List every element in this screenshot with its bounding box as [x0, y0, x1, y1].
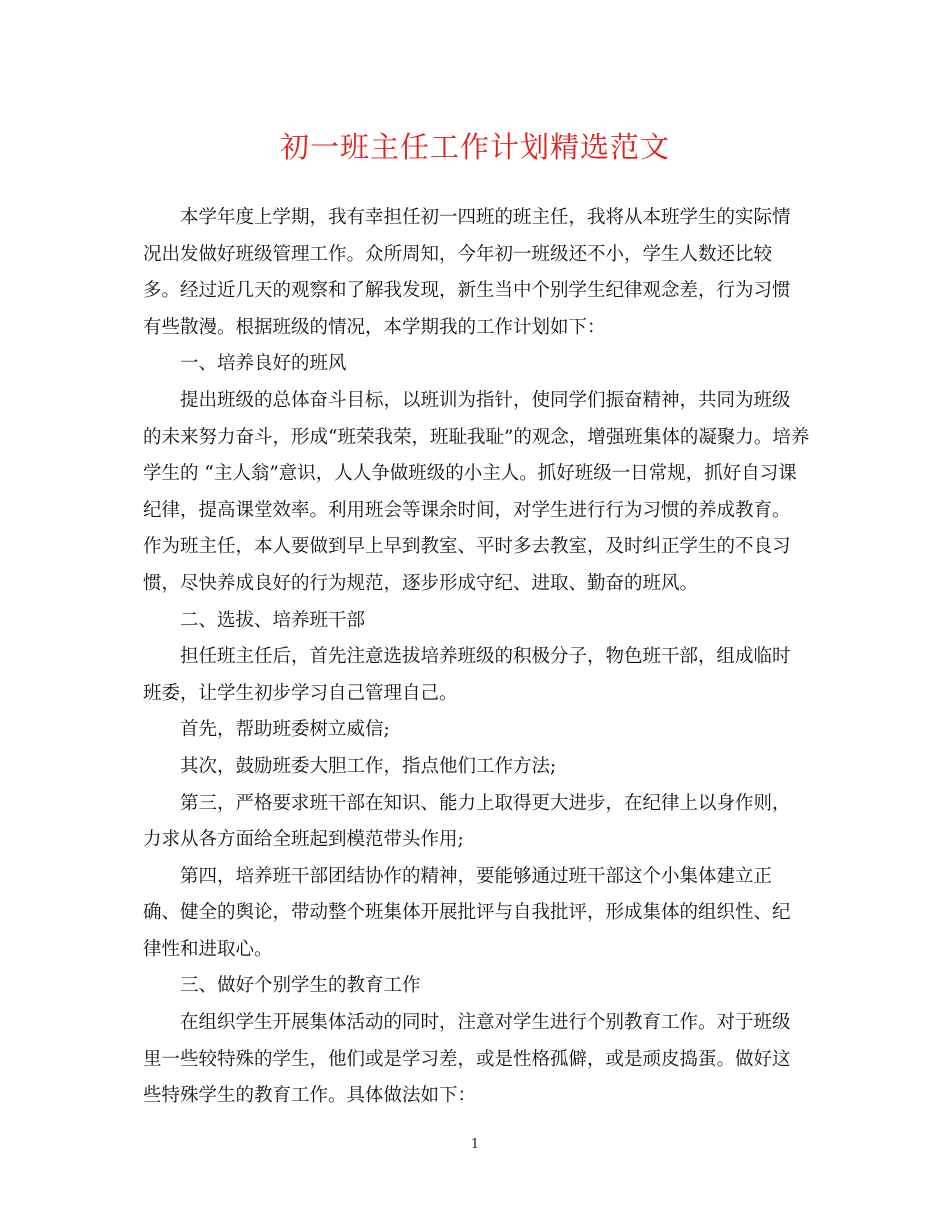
body-line: 第四，培养班干部团结协作的精神，要能够通过班干部这个小集体建立正 [180, 865, 773, 887]
body-line: 三、做好个别学生的教育工作 [180, 975, 421, 997]
body-line: 第三，严格要求班干部在知识、能力上取得更大进步，在纪律上以身作则， [180, 792, 791, 814]
body-line: 些特殊学生的教育工作。具体做法如下： [143, 1085, 477, 1107]
body-line: 班委，让学生初步学习自己管理自己。 [143, 682, 458, 704]
body-line: 律性和进取心。 [143, 938, 273, 960]
body-line: 况出发做好班级管理工作。众所周知，今年初一班级还不小，学生人数还比较 [143, 243, 773, 265]
body-line: 有些散漫。根据班级的情况，本学期我的工作计划如下： [143, 316, 606, 338]
body-line: 作为班主任，本人要做到早上早到教室、平时多去教室，及时纠正学生的不良习 [143, 536, 791, 558]
body-line: 的未来努力奋斗，形成“班荣我荣，班耻我耻”的观念，增强班集体的凝聚力。培养 [143, 426, 810, 448]
body-line: 提出班级的总体奋斗目标，以班训为指针，使同学们振奋精神，共同为班级 [180, 389, 791, 411]
body-line: 担任班主任后，首先注意选拔培养班级的积极分子，物色班干部，组成临时 [180, 646, 791, 668]
body-line: 里一些较特殊的学生，他们或是学习差，或是性格孤僻，或是顽皮捣蛋。做好这 [143, 1048, 791, 1070]
body-line: 其次，鼓励班委大胆工作，指点他们工作方法; [180, 755, 557, 777]
body-line: 首先，帮助班委树立威信; [180, 719, 390, 741]
body-line: 本学年度上学期，我有幸担任初一四班的班主任，我将从本班学生的实际情 [180, 207, 791, 228]
body-line: 力求从各方面给全班起到模范带头作用; [143, 829, 464, 851]
body-line: 惯，尽快养成良好的行为规范，逐步形成守纪、进取、勤奋的班风。 [143, 572, 699, 594]
page-number: 1 [470, 1137, 480, 1152]
document-title: 初一班主任工作计划精选范文 [279, 130, 670, 164]
body-line: 一、培养良好的班风 [180, 353, 347, 375]
body-line: 学生的 “主人翁”意识，人人争做班级的小主人。抓好班级一日常规，抓好自习课 [143, 463, 797, 485]
body-line: 纪律，提高课堂效率。利用班会等课余时间，对学生进行行为习惯的养成教育。 [143, 499, 791, 521]
body-line: 多。经过近几天的观察和了解我发现，新生当中个别学生纪律观念差，行为习惯 [143, 280, 791, 302]
document-body [143, 200, 813, 1115]
body-line: 在组织学生开展集体活动的同时，注意对学生进行个别教育工作。对于班级 [180, 1012, 791, 1034]
body-line: 确、健全的舆论，带动整个班集体开展批评与自我批评，形成集体的组织性、纪 [143, 902, 791, 924]
body-line: 二、选拔、培养班干部 [180, 609, 366, 631]
